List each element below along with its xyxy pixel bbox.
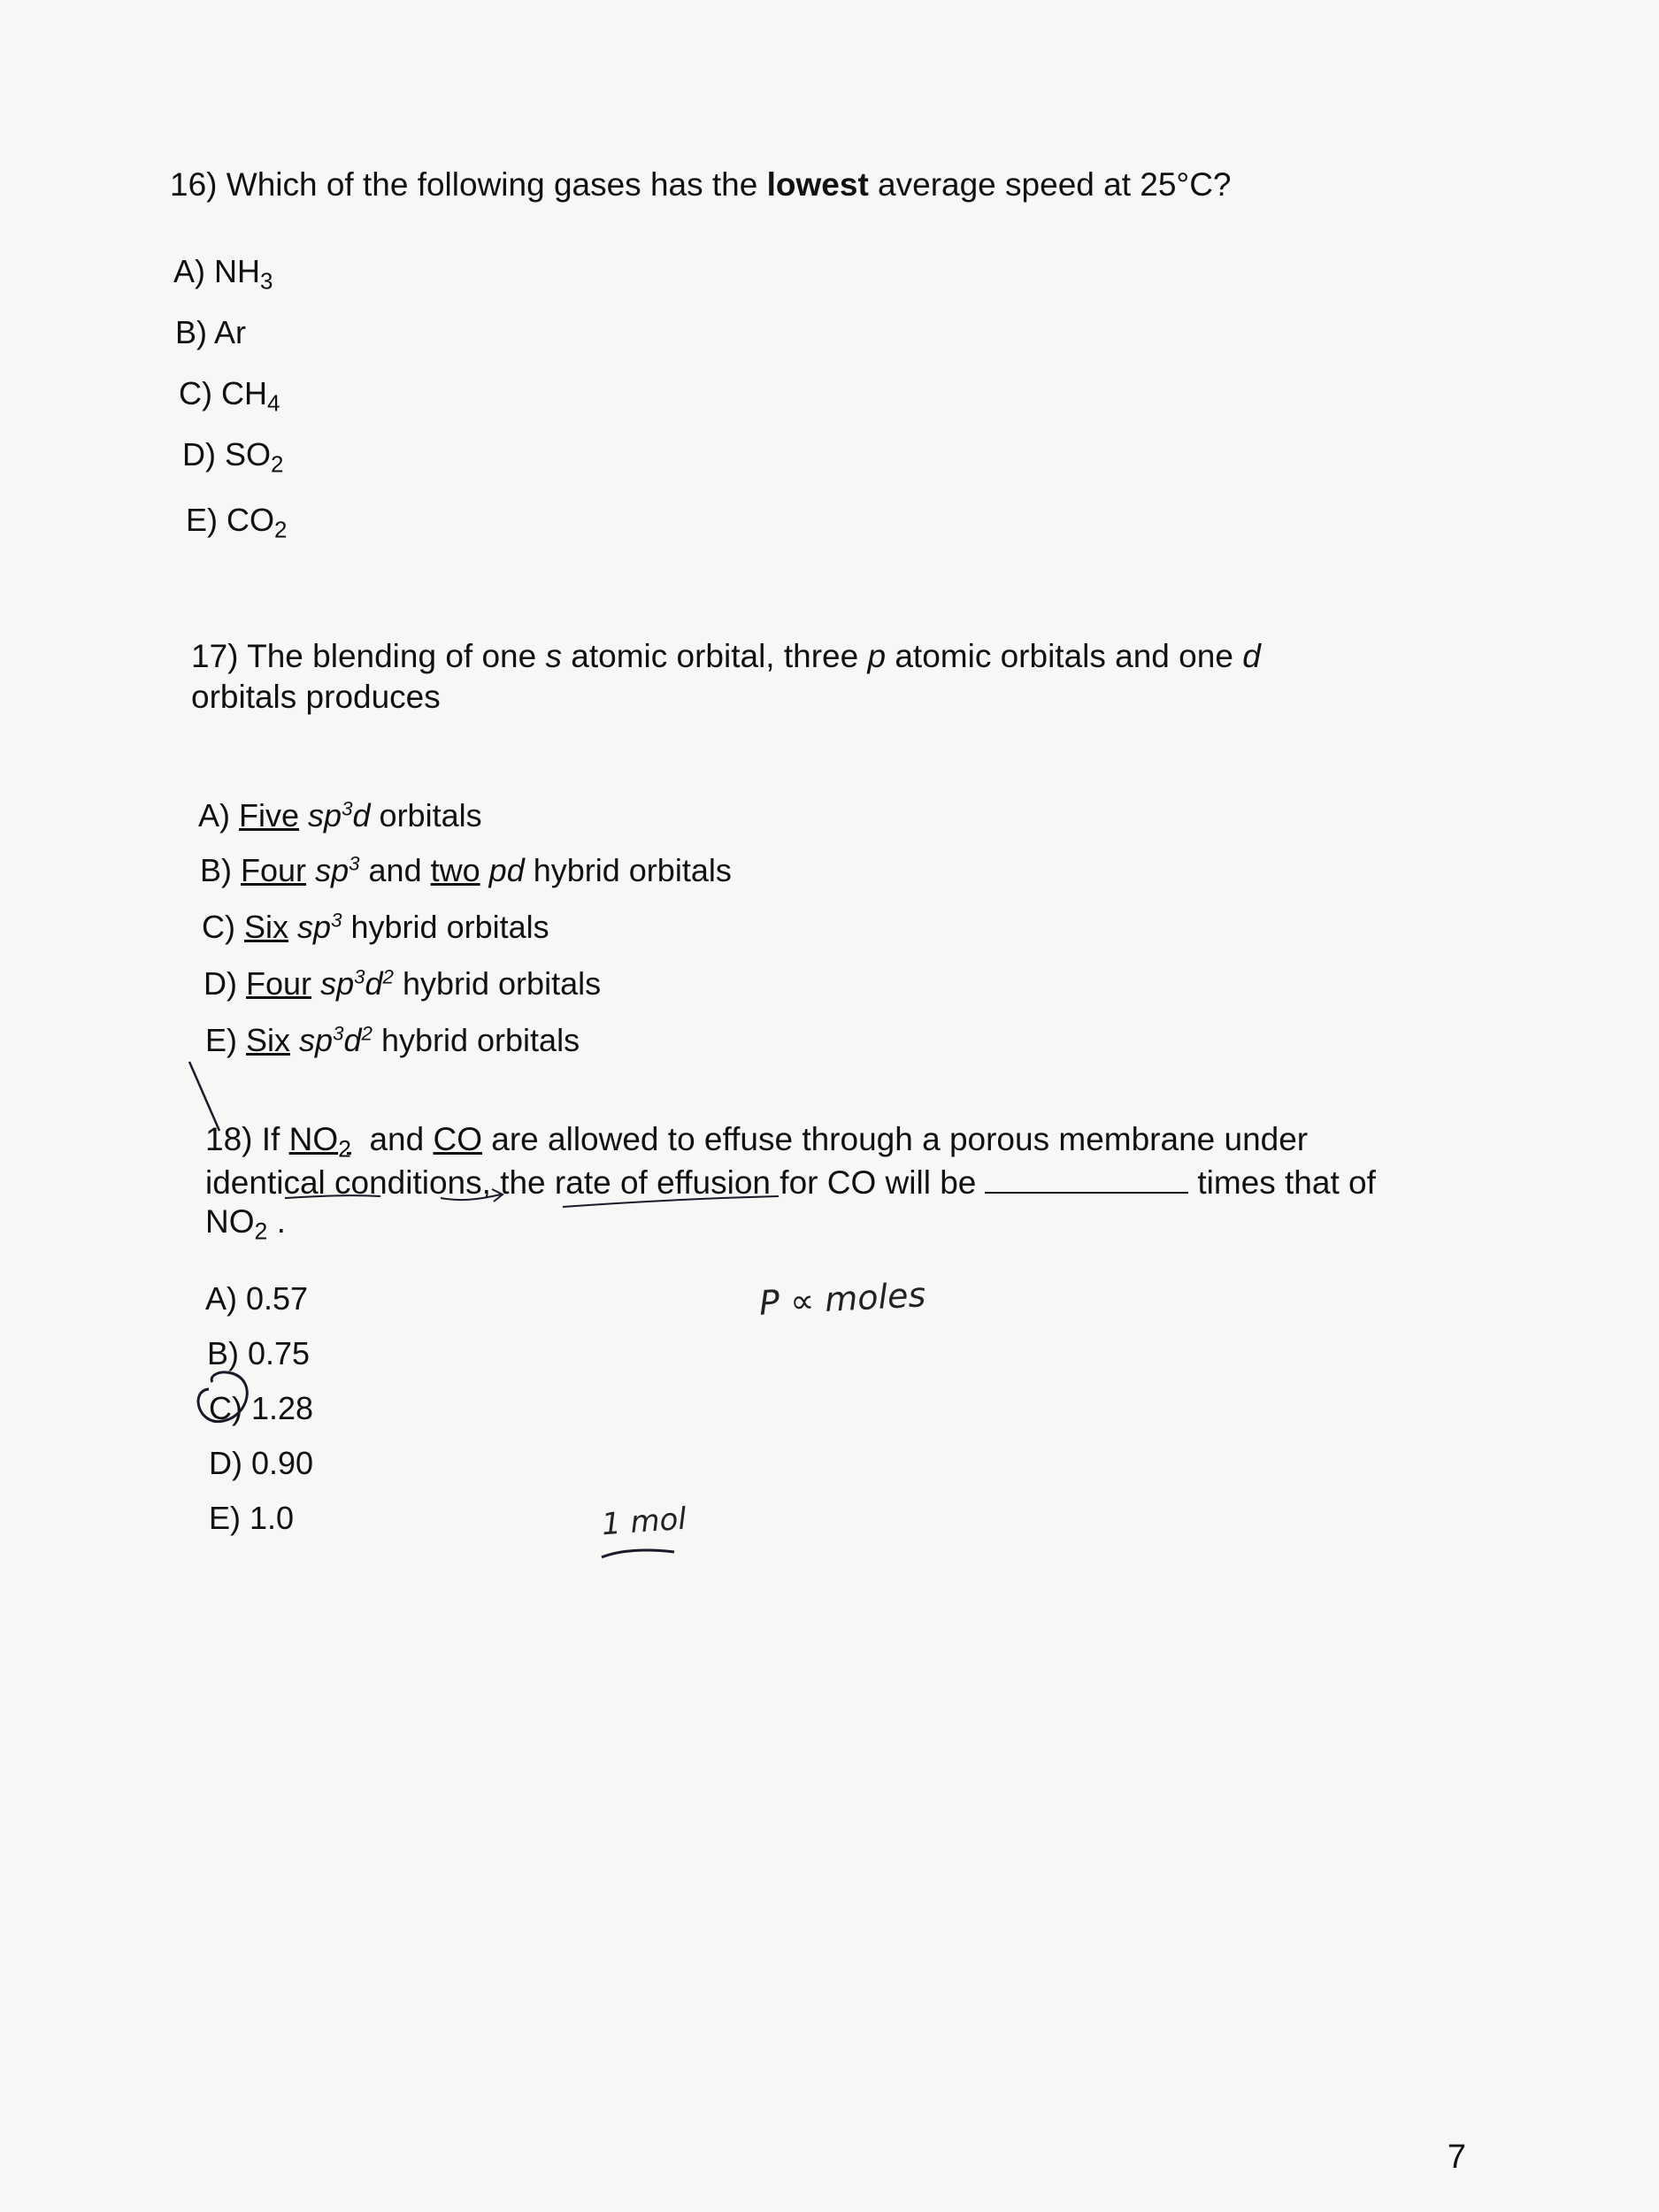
q17-option-c-sp: sp: [297, 909, 332, 945]
question-18-no2: [288, 1121, 351, 1163]
handwritten-mol-note: 1 mol: [600, 1501, 688, 1543]
q17-option-a-d: d: [352, 797, 371, 833]
q18-option-d-value: 0.90: [251, 1445, 314, 1481]
q17-option-e-letter: E): [205, 1022, 237, 1058]
q17-option-a-rest: orbitals: [379, 797, 482, 833]
q17-option-a-count: Five: [239, 797, 300, 833]
q16-option-e-formula: CO: [227, 502, 275, 538]
question-18-line-3: [205, 1202, 1462, 1245]
q16-option-a-formula: NH: [214, 253, 261, 289]
q16-option-a-letter: A): [173, 253, 205, 289]
q17-option-d-sup: 3: [354, 965, 365, 988]
q16-option-e-subscript: 2: [274, 518, 288, 543]
q18-option-e-letter: E): [209, 1500, 241, 1536]
q17-option-b-count-2: two: [430, 852, 480, 888]
question-16-stem: [170, 165, 1232, 205]
q16-option-e[interactable]: [186, 501, 288, 543]
q18-option-a-letter: A): [205, 1280, 237, 1317]
question-17-text-1: The blending of one: [247, 638, 537, 674]
q18-option-d-letter: D): [209, 1445, 242, 1481]
q17-option-b-count: Four: [241, 852, 307, 888]
q18-option-c[interactable]: [209, 1389, 313, 1428]
q16-option-e-letter: E): [186, 502, 218, 538]
q16-option-a-subscript: 3: [260, 269, 273, 295]
q16-option-b[interactable]: [175, 313, 246, 352]
q17-option-d-rest: hybrid orbitals: [402, 965, 602, 1002]
q17-option-b[interactable]: [200, 851, 732, 890]
question-17-text-2: atomic orbital, three: [571, 638, 859, 674]
q17-option-a-sp: sp: [308, 797, 342, 833]
question-16-text-after: average speed at 25°C?: [878, 166, 1232, 203]
q16-option-d[interactable]: [182, 435, 284, 478]
q18-option-a-value: 0.57: [246, 1280, 309, 1317]
q16-option-c-subscript: 4: [267, 391, 280, 417]
q17-option-e-count: Six: [246, 1022, 291, 1058]
q18-option-d[interactable]: [209, 1444, 313, 1483]
q17-option-e-sup: 3: [333, 1022, 344, 1045]
question-17-text-3: atomic orbitals and one: [895, 638, 1233, 674]
q16-option-b-formula: Ar: [214, 314, 247, 350]
question-18-no2-sub: 2: [338, 1135, 351, 1163]
q17-option-d-d: d: [365, 965, 383, 1002]
question-18-line-1: [205, 1120, 1462, 1163]
q17-option-e[interactable]: [205, 1021, 580, 1060]
pen-stroke-mol-underline: [602, 1550, 674, 1557]
question-18-line-2: [205, 1159, 1462, 1202]
question-16-number: 16): [170, 166, 218, 203]
question-18-line-3-end: .: [276, 1203, 286, 1240]
q16-option-d-formula: SO: [225, 436, 272, 472]
handwritten-proportional-note: P ∝ moles: [757, 1275, 927, 1323]
q17-option-a-letter: A): [198, 797, 230, 833]
q17-option-b-letter: B): [200, 852, 232, 888]
q17-option-c-rest: hybrid orbitals: [350, 909, 549, 945]
q17-option-c-sup: 3: [331, 909, 342, 932]
q18-option-e[interactable]: [209, 1499, 294, 1538]
q17-option-c-letter: C): [202, 909, 235, 945]
q16-option-c-formula: CH: [221, 375, 268, 411]
q17-option-b-and: and: [368, 852, 422, 888]
q17-option-e-d: d: [343, 1022, 362, 1058]
page-number: 7: [1447, 2139, 1466, 2176]
q17-option-d-count: Four: [246, 965, 312, 1002]
q17-option-b-pd: pd: [488, 852, 525, 888]
question-18-text-2b: times that of: [1197, 1164, 1376, 1201]
q17-option-b-rest: hybrid orbitals: [533, 852, 732, 888]
question-18-and: and: [369, 1121, 425, 1157]
q17-option-e-sup-2: 2: [361, 1022, 373, 1045]
q17-option-d-letter: D): [204, 965, 237, 1002]
question-17-line-2: orbitals produces: [191, 679, 441, 715]
q17-option-e-sp: sp: [299, 1022, 334, 1058]
q16-option-a[interactable]: [173, 252, 273, 295]
question-18-line-3-sub: 2: [254, 1217, 268, 1245]
q17-option-a-sup: 3: [342, 797, 353, 820]
q18-option-b-value: 0.75: [248, 1335, 311, 1371]
q17-option-e-rest: hybrid orbitals: [380, 1022, 580, 1058]
q17-option-b-sup: 3: [349, 852, 360, 875]
question-18-line-3-base: NO: [205, 1203, 255, 1240]
q18-option-c-value: 1.28: [251, 1390, 314, 1426]
question-18-no2-base: NO: [288, 1121, 339, 1157]
q17-option-d[interactable]: [204, 964, 601, 1003]
q17-option-c[interactable]: [202, 908, 549, 947]
q18-option-e-value: 1.0: [250, 1500, 295, 1536]
q16-option-c[interactable]: [179, 374, 280, 417]
question-18-text-2a: identical conditions, the rate of effusion for CO will be: [205, 1164, 977, 1201]
question-17-number: 17): [191, 638, 239, 674]
question-17-p: p: [867, 638, 887, 674]
q16-option-d-subscript: 2: [271, 452, 284, 478]
question-18-if: If: [261, 1121, 280, 1157]
question-17-s: s: [545, 638, 562, 674]
question-17-d: d: [1242, 638, 1261, 674]
question-18-text-1: are allowed to effuse through a porous membrane under: [491, 1121, 1309, 1157]
q17-option-d-sup-2: 2: [382, 965, 394, 988]
question-16-text-before: Which of the following gases has the: [226, 166, 758, 203]
q18-option-c-letter: C): [209, 1390, 242, 1426]
question-17-line-1: [191, 636, 1465, 677]
question-18-number: 18): [205, 1121, 253, 1157]
q17-option-b-sp: sp: [315, 852, 349, 888]
q16-option-d-letter: D): [182, 436, 216, 472]
question-16-emphasis: lowest: [766, 166, 869, 203]
answer-blank[interactable]: [985, 1159, 1188, 1194]
q16-option-c-letter: C): [179, 375, 212, 411]
q17-option-a[interactable]: [198, 796, 482, 835]
question-17-stem: [191, 636, 1465, 718]
q17-option-d-sp: sp: [320, 965, 355, 1002]
q16-option-b-letter: B): [175, 314, 207, 350]
q18-option-a[interactable]: [205, 1279, 308, 1318]
q17-option-c-count: Six: [244, 909, 289, 945]
question-18-stem: [205, 1120, 1462, 1245]
question-18-co: CO: [433, 1121, 482, 1157]
q18-option-b-letter: B): [207, 1335, 239, 1371]
q18-option-b[interactable]: [207, 1334, 310, 1373]
